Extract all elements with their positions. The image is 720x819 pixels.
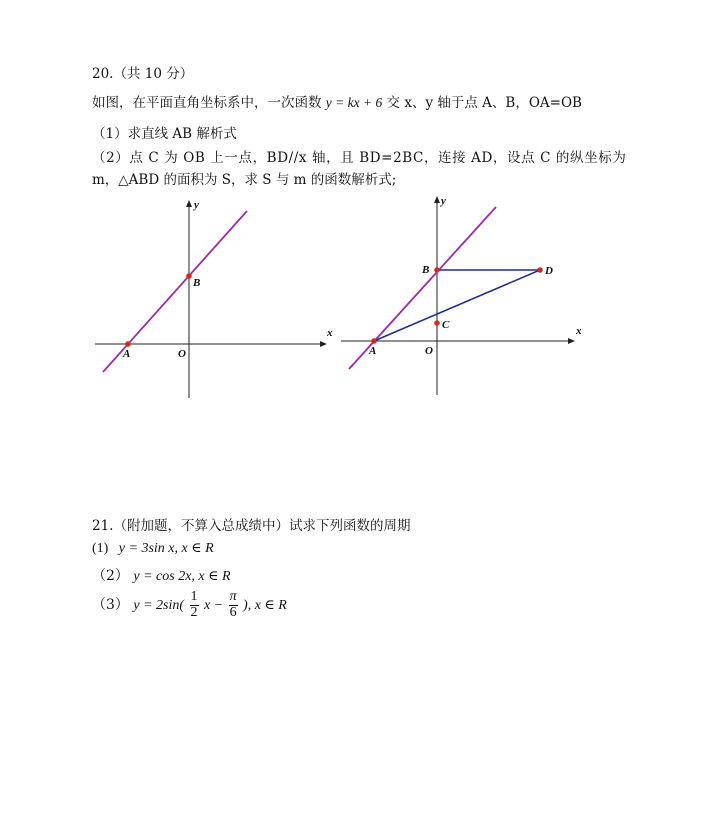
q21-item3-mid: x − <box>203 598 224 614</box>
q20-stem-formula: y = kx + 6 <box>325 95 383 110</box>
left-point-b <box>186 273 192 279</box>
right-point-b <box>434 267 440 273</box>
q21-item2 <box>92 565 231 585</box>
right-label-a: A <box>369 345 377 357</box>
left-point-a <box>125 341 131 347</box>
q21-item3 <box>92 590 287 620</box>
q21-header: 21.（附加题，不算入总成绩中）试求下列函数的周期 <box>92 518 411 534</box>
q21-item3-frac1 <box>190 590 199 620</box>
q21-item3-frac2-num: π <box>229 589 237 604</box>
left-label-x: x <box>327 327 333 339</box>
left-label-y: y <box>194 199 199 211</box>
right-segment-ad <box>374 270 540 341</box>
q21-item3-pre: y = 2sin( <box>133 598 185 614</box>
q21-item3-frac2-den: 6 <box>229 604 237 620</box>
right-label-b: B <box>422 264 430 276</box>
q20-header: 20.（共 10 分） <box>92 66 194 82</box>
q21-item1-label: (1) <box>92 541 109 556</box>
left-label-a: A <box>123 348 131 360</box>
q21-item3-post: ), x ∈ R <box>243 598 287 614</box>
q20-part2-line1: （2）点 C 为 OB 上一点，BD//x 轴，且 BD=2BC，连接 AD，设点 C 的纵坐标为 <box>92 150 627 166</box>
right-label-o: O <box>425 345 433 357</box>
q21-item3-frac1-den: 2 <box>190 604 198 620</box>
q21-item2-formula: y = cos 2x, x ∈ R <box>133 569 231 584</box>
q20-stem-post: 交 x、y 轴于点 A、B，OA=OB <box>386 95 582 111</box>
figure-right <box>341 195 582 395</box>
q20-part1: （1）求直线 AB 解析式 <box>92 126 237 142</box>
q21-item1 <box>92 540 214 557</box>
q20-part2-line2: m，△ABD 的面积为 S，求 S 与 m 的函数解析式; <box>92 172 397 188</box>
right-label-c: C <box>442 319 450 331</box>
right-label-y: y <box>441 195 446 207</box>
left-label-o: O <box>178 348 186 360</box>
right-point-a <box>371 338 377 344</box>
left-label-b: B <box>193 277 201 289</box>
q21-item2-label: （2） <box>92 568 129 584</box>
q20-stem-pre: 如图，在平面直角坐标系中，一次函数 <box>92 95 322 111</box>
q21-item3-frac2 <box>229 590 238 620</box>
right-label-d: D <box>545 265 553 277</box>
q21-item3-frac1-num: 1 <box>190 589 198 604</box>
right-point-d <box>537 267 543 273</box>
right-point-c <box>434 320 440 326</box>
figure-left <box>95 199 333 398</box>
q21-item1-formula: y = 3sin x, x ∈ R <box>118 541 214 556</box>
right-label-x: x <box>576 325 582 337</box>
q21-item3-label: （3） <box>92 597 129 614</box>
